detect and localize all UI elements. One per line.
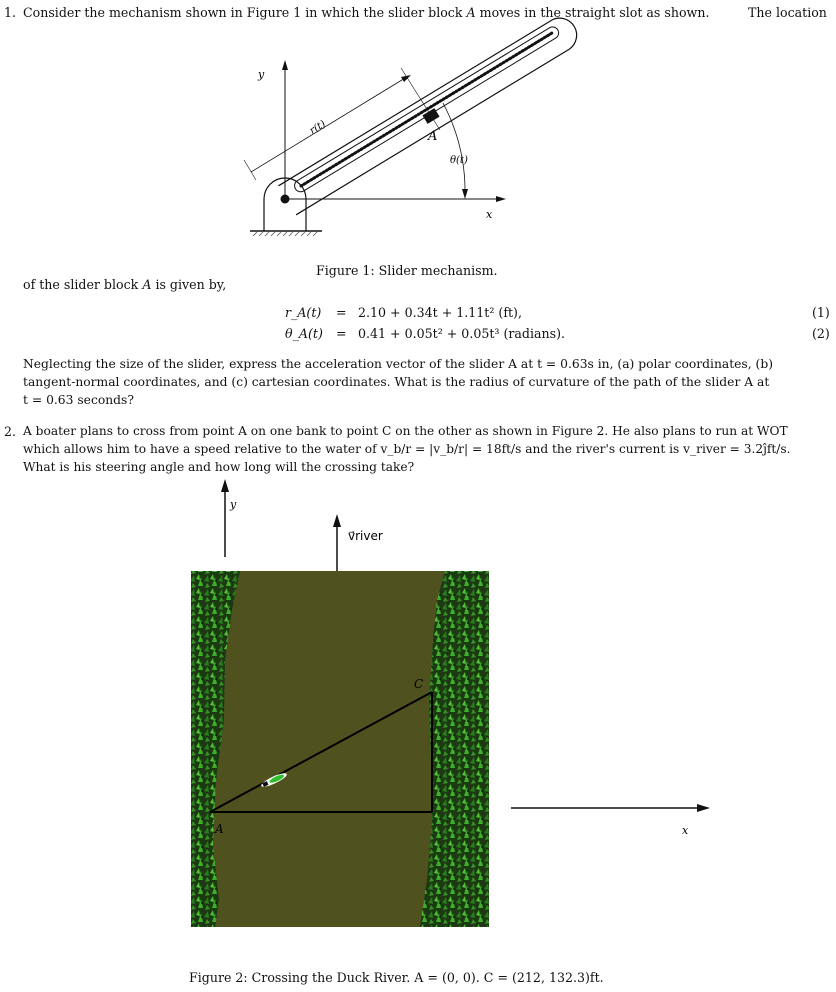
fig1-r-label: r(t) (307, 118, 328, 137)
eq2-lhs: θ_A(t) (285, 326, 323, 341)
problem-1-para-line-1: Neglecting the size of the slider, express the acceleration vector of the slider A at t = 0.63s in, (a) polar coordinates, (b) (23, 357, 774, 371)
intro-a: Consider the mechanism shown in Figure 1 in which the slider block (23, 5, 463, 20)
eq1-number: (1) (812, 305, 830, 320)
fig1-theta-label: θ(t) (450, 155, 468, 166)
fig2-y-arrowhead (221, 479, 229, 492)
eq1-rhs: 2.10 + 0.34t + 1.11t² (ft), (358, 305, 522, 320)
fig2-x-label: x (682, 824, 689, 837)
fig2-x-arrowhead (697, 804, 710, 812)
figure-2-caption: Figure 2: Crossing the Duck River. A = (0, 0). C = (212, 132.3)ft. (189, 970, 604, 985)
of-slider-text: of the slider block (23, 277, 139, 292)
eq2-equals: = (336, 326, 347, 341)
river-current-arrowhead (333, 514, 341, 527)
problem-1-para-line-3: t = 0.63 seconds? (23, 393, 134, 407)
var-A-2: A (142, 277, 152, 292)
problem-2-number: 2. (4, 424, 17, 439)
fig1-x-label: x (486, 208, 493, 221)
eq2-rhs: 0.41 + 0.05t² + 0.05t³ (radians). (358, 326, 565, 341)
fig1-A-label: A (428, 129, 438, 144)
problem-2-line-1: A boater plans to cross from point A on one bank to point C on the other as shown in Figure 2. He also plans to run at WOT (23, 424, 788, 438)
eq1-equals: = (336, 305, 347, 320)
problem-2-line-3: What is his steering angle and how long will the crossing take? (23, 460, 415, 474)
problem-2-line-2: which allows him to have a speed relative to the water of v_b/r = |v_b/r| = 18ft/s and the river's current is v_river = 3.2ĵft/s. (23, 442, 791, 456)
fig2-A-label: A (215, 822, 224, 836)
given-by-text: is given by, (155, 277, 227, 292)
problem-1-number: 1. (4, 5, 17, 20)
fig2-C-label: C (414, 677, 424, 691)
fig2-river-label: v⃗river (348, 529, 383, 543)
var-A: A (466, 5, 476, 20)
intro-b: moves in the straight slot as shown. (479, 5, 710, 20)
eq1-lhs: r_A(t) (285, 305, 322, 320)
intro-continuation: The location (748, 5, 827, 20)
fig1-y-label: y (258, 68, 265, 81)
fig2-y-label: y (230, 498, 237, 511)
eq2-number: (2) (812, 326, 830, 341)
problem-1-para-line-2: tangent-normal coordinates, and (c) cartesian coordinates. What is the radius of curvature of the path of the slider A at (23, 375, 770, 389)
figure-1-caption: Figure 1: Slider mechanism. (316, 263, 498, 278)
